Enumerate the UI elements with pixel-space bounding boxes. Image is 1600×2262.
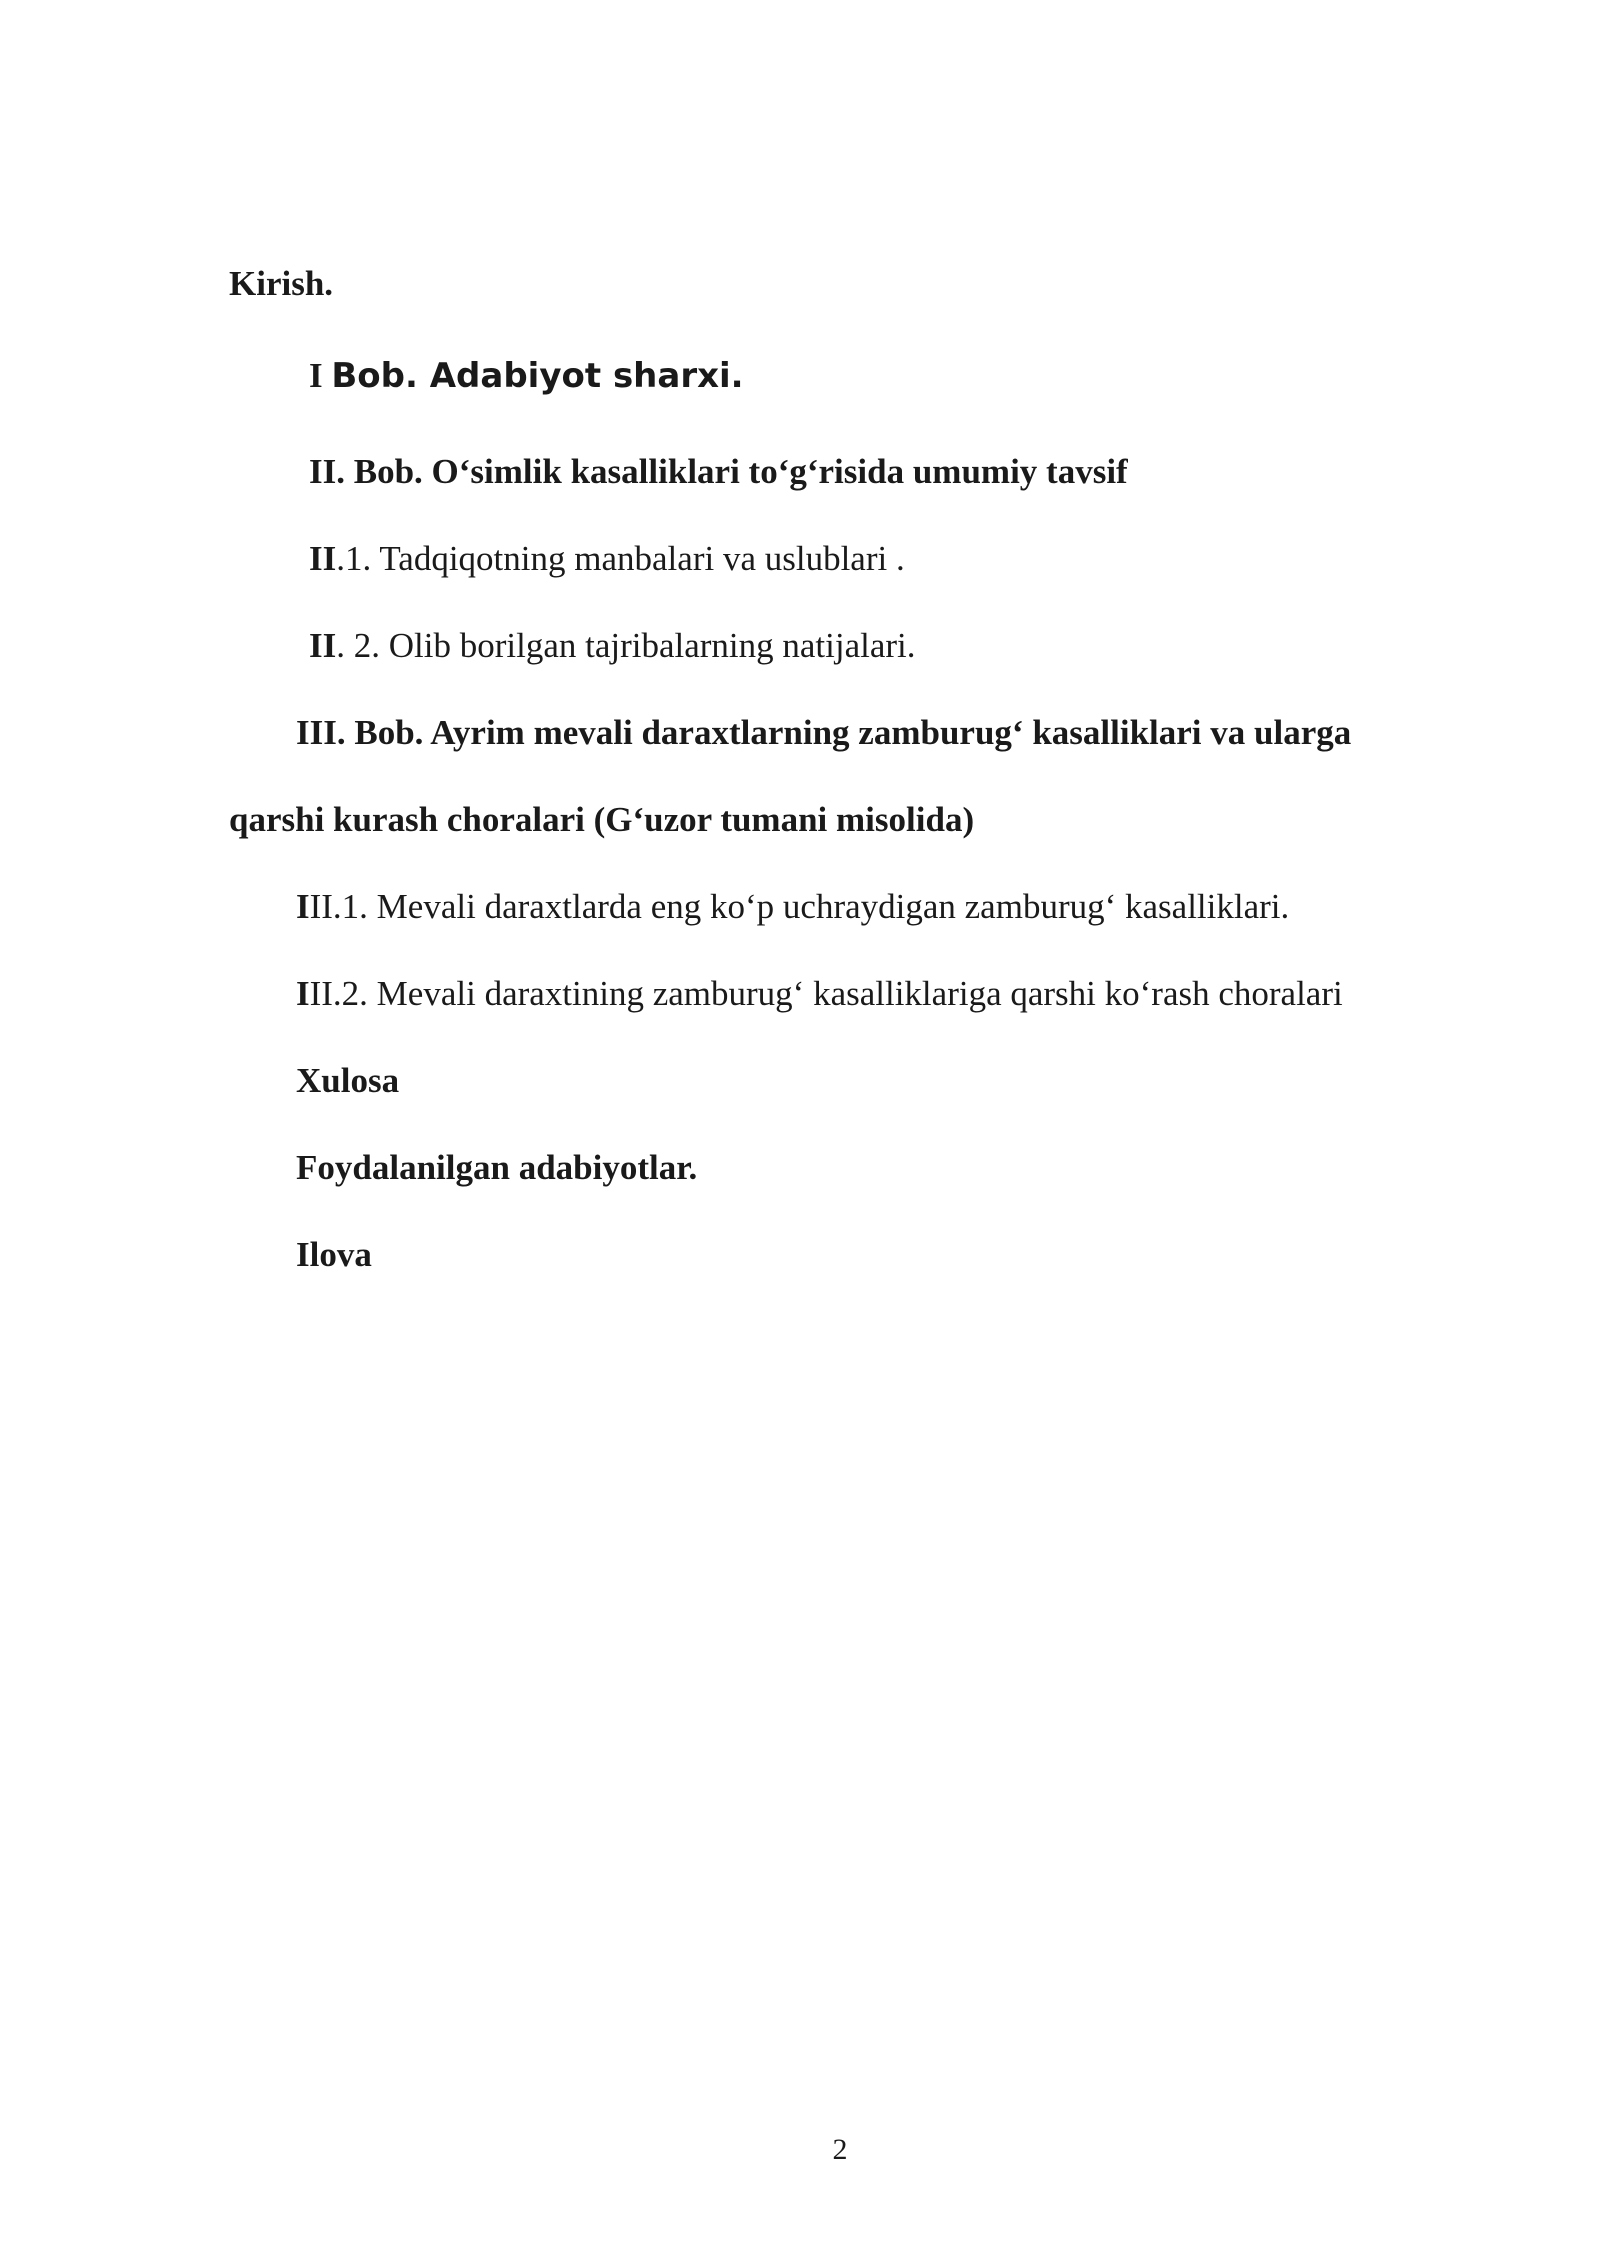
toc-section-3-2-text: II.2. Mevali daraxtining zamburug‘ kasalliklariga qarshi ko‘rash choralari — [309, 974, 1343, 1013]
toc-section-3-2-number: I — [296, 974, 310, 1013]
toc-conclusion: Xulosa — [296, 1061, 400, 1100]
toc-intro: Kirish. — [229, 264, 334, 303]
toc-section-2-1-text: .1. Tadqiqotning manbalari va uslublari . — [336, 539, 905, 578]
toc-section-3-1-number: I — [296, 887, 310, 926]
toc-section-2-2 — [309, 624, 916, 668]
toc-chapter-2: II. Bob. O‘simlik kasalliklari to‘g‘risida umumiy tavsif — [309, 452, 1128, 491]
toc-references: Foydalanilgan adabiyotlar. — [296, 1148, 698, 1187]
toc-chapter-1 — [309, 354, 744, 398]
toc-appendix: Ilova — [296, 1235, 372, 1274]
toc-chapter-1-title: Bob. Adabiyot sharxi. — [331, 356, 744, 396]
toc-section-2-2-number: II — [309, 626, 337, 665]
toc-chapter-3-line-1: III. Bob. Ayrim mevali daraxtlarning zamburug‘ kasalliklari va ularga — [296, 713, 1352, 752]
toc-section-2-2-text: . 2. Olib borilgan tajribalarning natijalari. — [336, 626, 916, 665]
toc-section-2-1-number: II — [309, 539, 337, 578]
toc-chapter-1-number: I — [309, 356, 323, 395]
toc-section-2-1 — [309, 537, 905, 581]
toc-section-3-2 — [296, 972, 1343, 1016]
page-number: 2 — [832, 2133, 848, 2166]
toc-section-3-1-text: II.1. Mevali daraxtlarda eng ko‘p uchraydigan zamburug‘ kasalliklari. — [309, 887, 1290, 926]
toc-chapter-3-line-2: qarshi kurash choralari (G‘uzor tumani misolida) — [229, 800, 975, 839]
toc-section-3-1 — [296, 885, 1289, 929]
